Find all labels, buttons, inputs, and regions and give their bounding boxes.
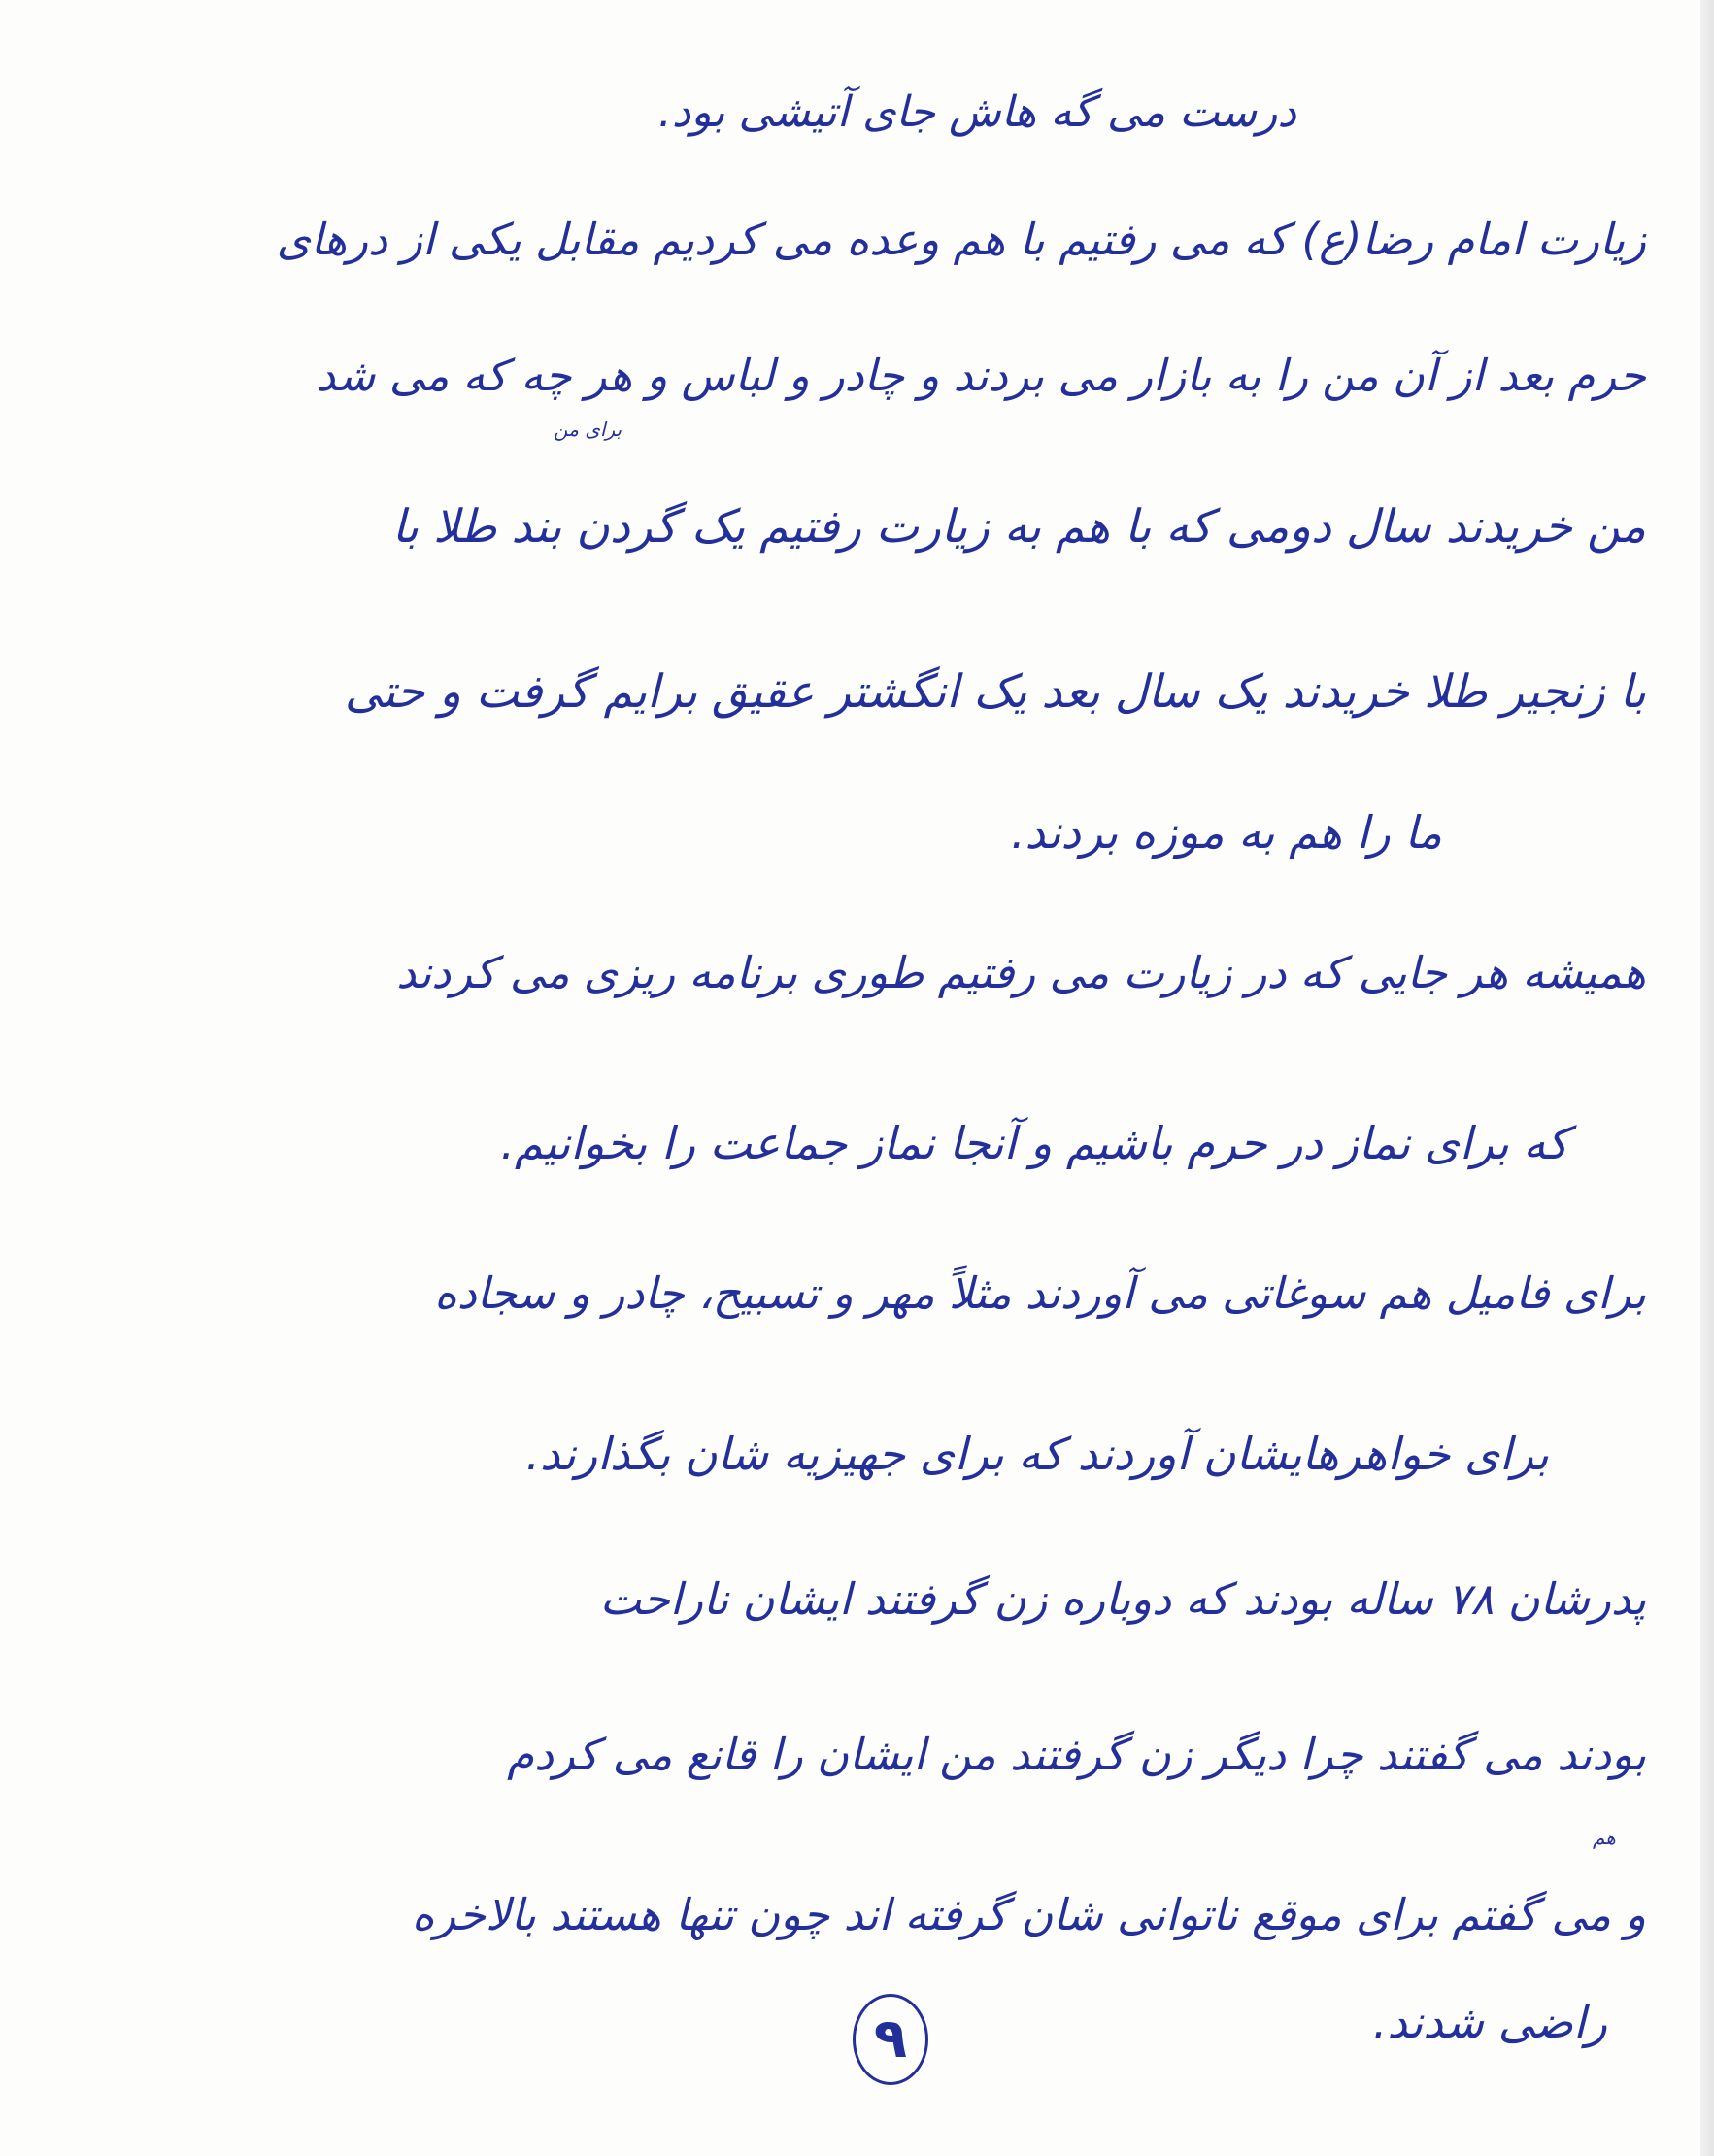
handwritten-line: با زنجیر طلا خریدند یک سال بعد یک انگشتر عقیق برایم گرفت و حتی [344,665,1646,719]
handwritten-line: راضی شدند. [1372,1996,1607,2048]
handwritten-line: و می گفتم برای موقع ناتوانی شان گرفته اند چون تنها هستند بالاخره [411,1889,1646,1940]
interlinear-insertion: برای من [554,418,622,441]
handwritten-line: پدرشان ۷۸ ساله بودند که دوباره زن گرفتند ایشان ناراحت [599,1573,1646,1625]
handwritten-line: زیارت امام رضا(ع) که می رفتیم با هم وعده می کردیم مقابل یکی از درهای [276,214,1646,265]
paper-edge [1700,0,1714,2156]
handwritten-line: برای خواهرهایشان آوردند که برای جهیزیه شان بگذارند. [525,1428,1549,1480]
handwritten-line: همیشه هر جایی که در زیارت می رفتیم طوری برنامه ریزی می کردند [396,947,1646,998]
page-number: ۹ [853,1994,928,2085]
handwritten-line: حرم بعد از آن من را به بازار می بردند و چادر و لباس و هر چه که می شد [316,350,1646,401]
interlinear-insertion: هم [1593,1826,1616,1849]
handwritten-line: ما را هم به موزه بردند. [1010,806,1442,859]
handwritten-line: برای فامیل هم سوغاتی می آوردند مثلاً مهر و تسبیح، چادر و سجاده [434,1267,1646,1319]
handwritten-line: بودند می گفتند چرا دیگر زن گرفتند من ایشان را قانع می کردم [507,1729,1646,1780]
handwritten-line: من خریدند سال دومی که با هم به زیارت رفتیم یک گردن بند طلا با [391,500,1646,554]
handwritten-line: که برای نماز در حرم باشیم و آنجا نماز جماعت را بخوانیم. [500,1117,1568,1169]
handwritten-line: درست می گه هاش جای آتیشی بود. [657,87,1296,137]
